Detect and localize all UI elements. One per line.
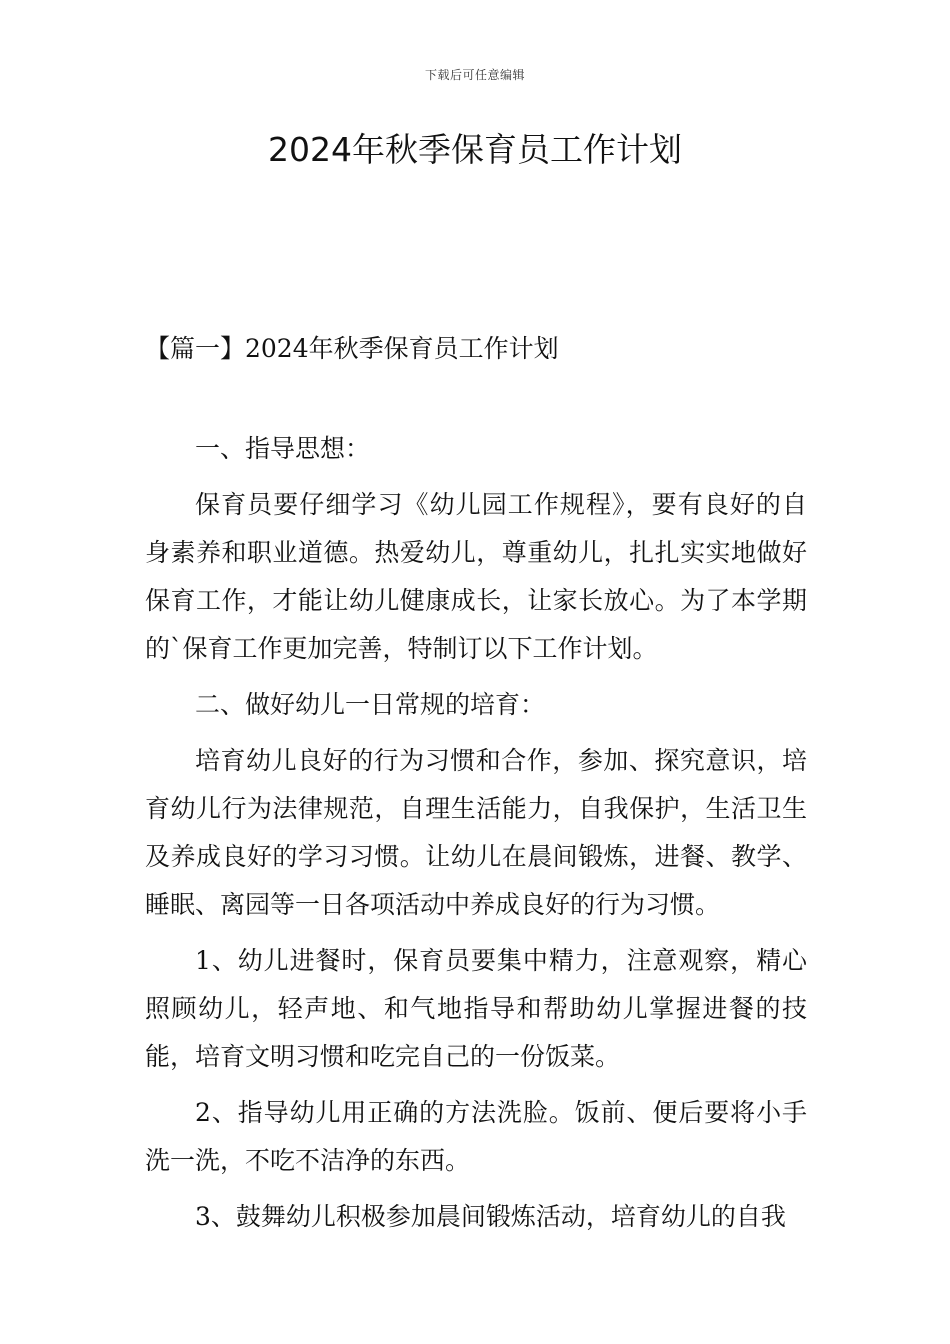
paragraph: 2、指导幼儿用正确的方法洗脸。饭前、便后要将小手洗一洗，不吃不洁净的东西。 [145, 1098, 807, 1175]
paragraph: 保育员要仔细学习《幼儿园工作规程》，要有良好的自身素养和职业道德。热爱幼儿，尊重幼儿，扎扎实实地做好保育工作，才能让幼儿健康成长，让家长放心。为了本学期的`保育工作更加完善，特制订以下工作计划。 [145, 490, 807, 663]
paragraph-heading-1: 一、指导思想： [195, 434, 371, 463]
paragraph: 3、鼓舞幼儿积极参加晨间锻炼活动，培育幼儿的自我 [195, 1202, 786, 1231]
paragraph: 1、幼儿进餐时，保育员要集中精力，注意观察，精心照顾幼儿，轻声地、和气地指导和帮助幼儿掌握进餐的技能，培育文明习惯和吃完自己的一份饭菜。 [145, 946, 807, 1071]
section-title: 【篇一】2024年秋季保育员工作计划 [145, 334, 559, 363]
document-body [145, 425, 807, 1241]
document-title: 2024年秋季保育员工作计划 [268, 130, 682, 169]
paragraph-heading-2: 二、做好幼儿一日常规的培育： [195, 690, 546, 719]
header-note: 下载后可任意编辑 [424, 68, 525, 82]
paragraph: 培育幼儿良好的行为习惯和合作，参加、探究意识，培育幼儿行为法律规范，自理生活能力，自我保护，生活卫生及养成良好的学习习惯。让幼儿在晨间锻炼，进餐、教学、睡眠、离园等一日各项活动中养成良好的行为习惯。 [145, 746, 807, 919]
